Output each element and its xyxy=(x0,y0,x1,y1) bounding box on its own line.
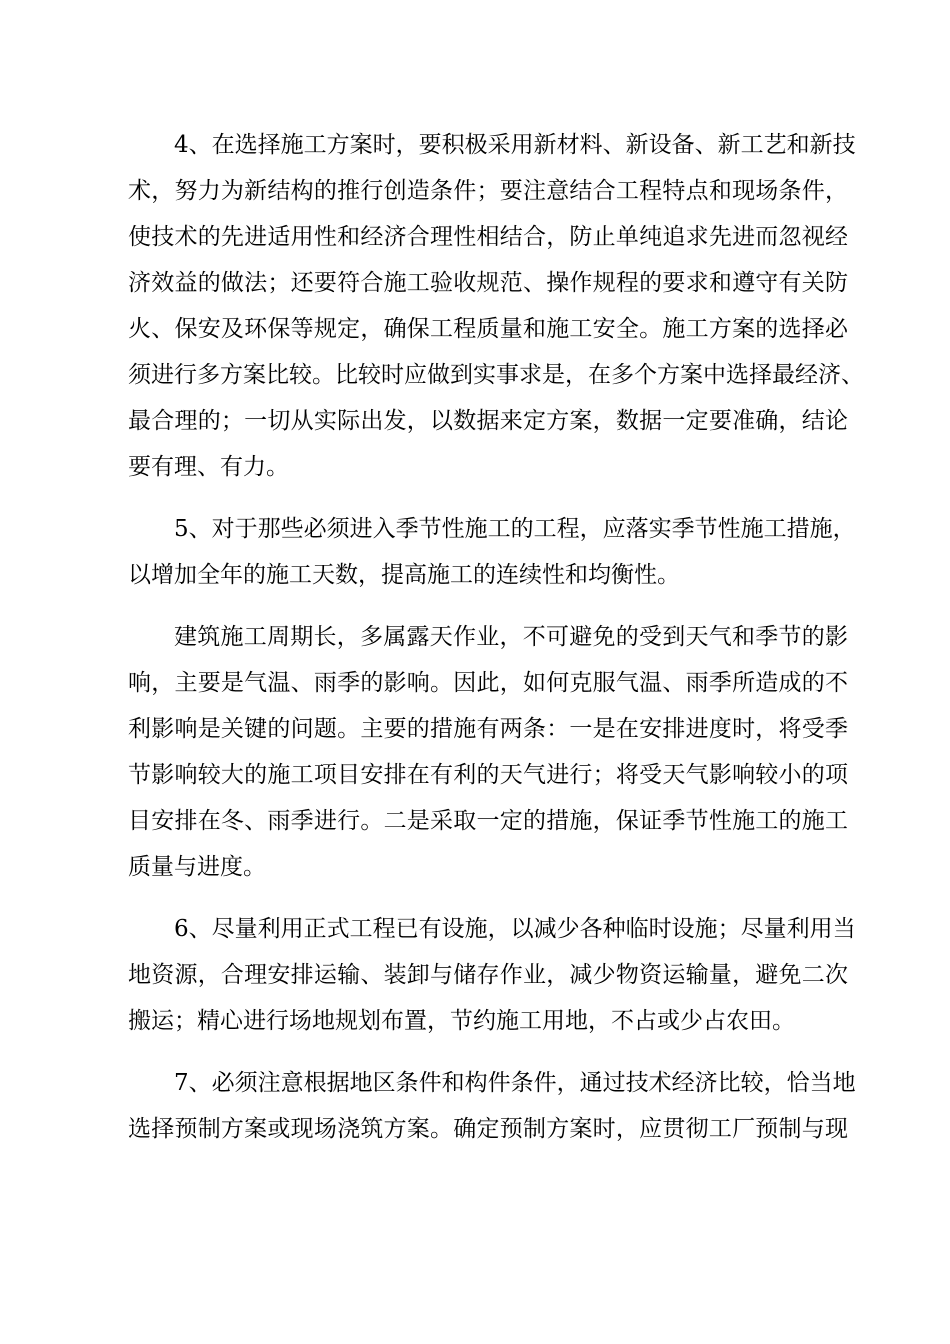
text-line: 5、对于那些必须进入季节性施工的工程，应落实季节性施工措施， xyxy=(174,516,856,542)
text-line: 质量与进度。 xyxy=(128,854,266,880)
text-line: 术，努力为新结构的推行创造条件；要注意结合工程特点和现场条件， xyxy=(128,178,848,204)
text-line: 以增加全年的施工天数，提高施工的连续性和均衡性。 xyxy=(128,562,680,588)
document-body xyxy=(128,122,864,1152)
text-line: 搬运；精心进行场地规划布置，节约施工用地，不占或少占农田。 xyxy=(128,1008,795,1034)
text-line: 使技术的先进适用性和经济合理性相结合，防止单纯追求先进而忽视经 xyxy=(128,224,848,250)
paragraph-weather xyxy=(128,614,848,890)
paragraph-6 xyxy=(128,906,856,1044)
text-line: 建筑施工周期长，多属露天作业，不可避免的受到天气和季节的影 xyxy=(174,624,848,650)
text-line: 利影响是关键的问题。主要的措施有两条：一是在安排进度时，将受季 xyxy=(128,716,848,742)
text-line: 4、在选择施工方案时，要积极采用新材料、新设备、新工艺和新技 xyxy=(174,132,856,158)
text-line: 选择预制方案或现场浇筑方案。确定预制方案时，应贯彻工厂预制与现 xyxy=(128,1116,848,1142)
text-line: 火、保安及环保等规定，确保工程质量和施工安全。施工方案的选择必 xyxy=(128,316,848,342)
text-line: 7、必须注意根据地区条件和构件条件，通过技术经济比较，恰当地 xyxy=(174,1070,856,1096)
text-line: 要有理、有力。 xyxy=(128,454,289,480)
text-line: 6、尽量利用正式工程已有设施，以减少各种临时设施；尽量利用当 xyxy=(174,916,856,942)
text-line: 目安排在冬、雨季进行。二是采取一定的措施，保证季节性施工的施工 xyxy=(128,808,848,834)
paragraph-7 xyxy=(128,1060,856,1152)
text-line: 节影响较大的施工项目安排在有利的天气进行；将受天气影响较小的项 xyxy=(128,762,848,788)
text-line: 响，主要是气温、雨季的影响。因此，如何克服气温、雨季所造成的不 xyxy=(128,670,848,696)
paragraph-5 xyxy=(128,506,856,598)
paragraph-4 xyxy=(128,122,864,490)
text-line: 地资源，合理安排运输、装卸与储存作业，减少物资运输量，避免二次 xyxy=(128,962,848,988)
text-line: 济效益的做法；还要符合施工验收规范、操作规程的要求和遵守有关防 xyxy=(128,270,848,296)
text-line: 最合理的；一切从实际出发，以数据来定方案，数据一定要准确，结论 xyxy=(128,408,848,434)
text-line: 须进行多方案比较。比较时应做到实事求是，在多个方案中选择最经济、 xyxy=(128,362,864,388)
